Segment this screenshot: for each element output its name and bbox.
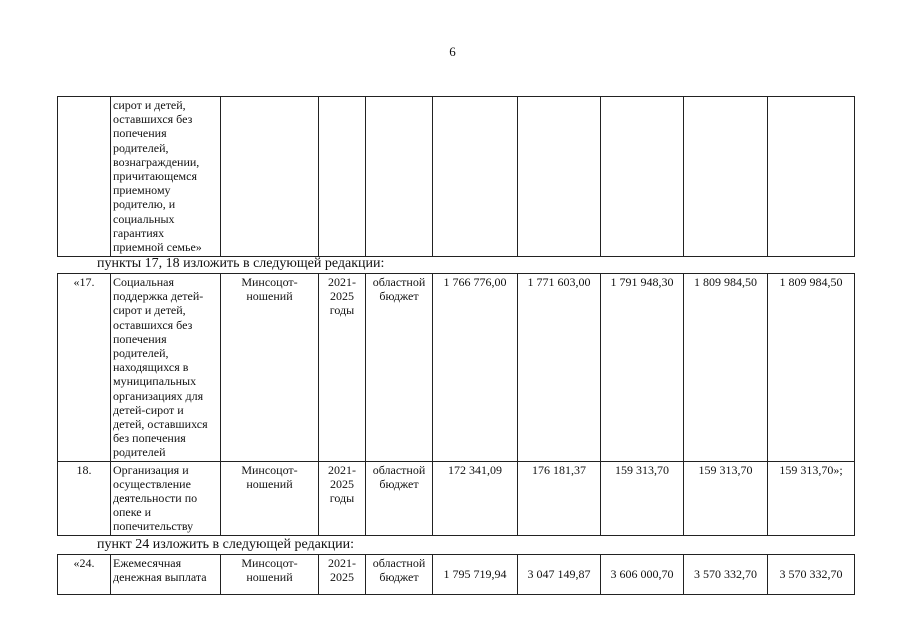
row-number-cell: «24. xyxy=(58,555,111,595)
measure-name-cell xyxy=(111,555,221,595)
name-line: опеке и xyxy=(113,505,152,520)
name-line: оставшихся без xyxy=(113,112,193,127)
value-cell: 3 047 149,87 xyxy=(518,555,601,595)
table-row xyxy=(58,274,855,462)
row-number-cell: «17. xyxy=(58,274,111,462)
name-line: детей, оставшихся xyxy=(113,417,208,432)
name-line: поддержка детей- xyxy=(113,289,204,304)
table-item-24 xyxy=(57,554,855,595)
value-cell: 159 313,70 xyxy=(601,461,684,535)
table-fragment-top xyxy=(57,96,855,257)
value-cell: 159 313,70»; xyxy=(768,461,855,535)
name-line: организациях для xyxy=(113,388,204,403)
name-line: Социальная xyxy=(113,275,175,289)
source-cell: областной бюджет xyxy=(366,461,433,535)
name-line: приемной семье» xyxy=(113,240,202,255)
name-line: родителей xyxy=(113,445,166,460)
measure-name-cell xyxy=(111,461,221,535)
measure-name-cell xyxy=(111,274,221,462)
name-line: Организация и xyxy=(113,462,189,477)
name-line: оставшихся без xyxy=(113,317,193,332)
name-line: сирот и детей, xyxy=(113,303,186,318)
executor-cell: Минсоцот-ношений xyxy=(221,274,319,462)
name-line: социальных xyxy=(113,211,175,226)
executor-cell: Минсоцот-ношений xyxy=(221,461,319,535)
value-cell: 1 795 719,94 xyxy=(433,555,518,595)
name-line: попечения xyxy=(113,331,167,346)
table-row xyxy=(58,555,855,595)
value-cell: 1 766 776,00 xyxy=(433,274,518,462)
value-cell xyxy=(518,97,601,257)
period-cell: 2021-2025 годы xyxy=(319,461,366,535)
value-cell xyxy=(684,97,768,257)
value-cell: 159 313,70 xyxy=(684,461,768,535)
name-line: осуществление xyxy=(113,476,191,491)
name-line: Ежемесячная xyxy=(113,556,182,570)
name-line: сирот и детей, xyxy=(113,98,186,112)
value-cell: 176 181,37 xyxy=(518,461,601,535)
name-line: детей-сирот и xyxy=(113,402,184,417)
name-line: деятельности по xyxy=(113,491,198,506)
value-cell xyxy=(768,97,855,257)
name-line: родителей, xyxy=(113,346,169,361)
value-cell: 1 809 984,50 xyxy=(684,274,768,462)
row-number-cell: 18. xyxy=(58,461,111,535)
table-row xyxy=(58,97,855,257)
page-number: 6 xyxy=(449,44,456,59)
name-line: родителей, xyxy=(113,140,169,155)
value-cell xyxy=(433,97,518,257)
name-line: вознаграждении, xyxy=(113,154,200,169)
period-cell: 2021-2025 годы xyxy=(319,274,366,462)
source-cell: областной бюджет xyxy=(366,555,433,595)
value-cell: 1 791 948,30 xyxy=(601,274,684,462)
value-cell: 172 341,09 xyxy=(433,461,518,535)
instruction-text: пункты 17, 18 изложить в следующей редакции: xyxy=(97,256,385,271)
value-cell: 3 570 332,70 xyxy=(768,555,855,595)
name-line: денежная выплата xyxy=(113,570,207,585)
name-line: родителю, и xyxy=(113,197,176,212)
name-line: приемному xyxy=(113,183,171,198)
name-line: гарантиях xyxy=(113,225,165,240)
source-cell: областной бюджет xyxy=(366,274,433,462)
value-cell xyxy=(601,97,684,257)
value-cell: 1 809 984,50 xyxy=(768,274,855,462)
name-line: причитающемся xyxy=(113,169,197,184)
instruction-text: пункт 24 изложить в следующей редакции: xyxy=(97,537,354,552)
executor-cell xyxy=(221,97,319,257)
measure-name-cell xyxy=(111,97,221,257)
name-line: попечения xyxy=(113,126,167,141)
value-cell: 1 771 603,00 xyxy=(518,274,601,462)
source-cell xyxy=(366,97,433,257)
period-cell xyxy=(319,97,366,257)
name-line: находящихся в xyxy=(113,360,189,375)
value-cell: 3 570 332,70 xyxy=(684,555,768,595)
name-line: муниципальных xyxy=(113,374,197,389)
value-cell: 3 606 000,70 xyxy=(601,555,684,595)
row-number-cell xyxy=(58,97,111,257)
executor-cell: Минсоцот-ношений xyxy=(221,555,319,595)
period-cell: 2021-2025 xyxy=(319,555,366,595)
name-line: попечительству xyxy=(113,519,194,534)
name-line: без попечения xyxy=(113,431,186,446)
table-items-17-18 xyxy=(57,273,855,536)
table-row xyxy=(58,461,855,535)
